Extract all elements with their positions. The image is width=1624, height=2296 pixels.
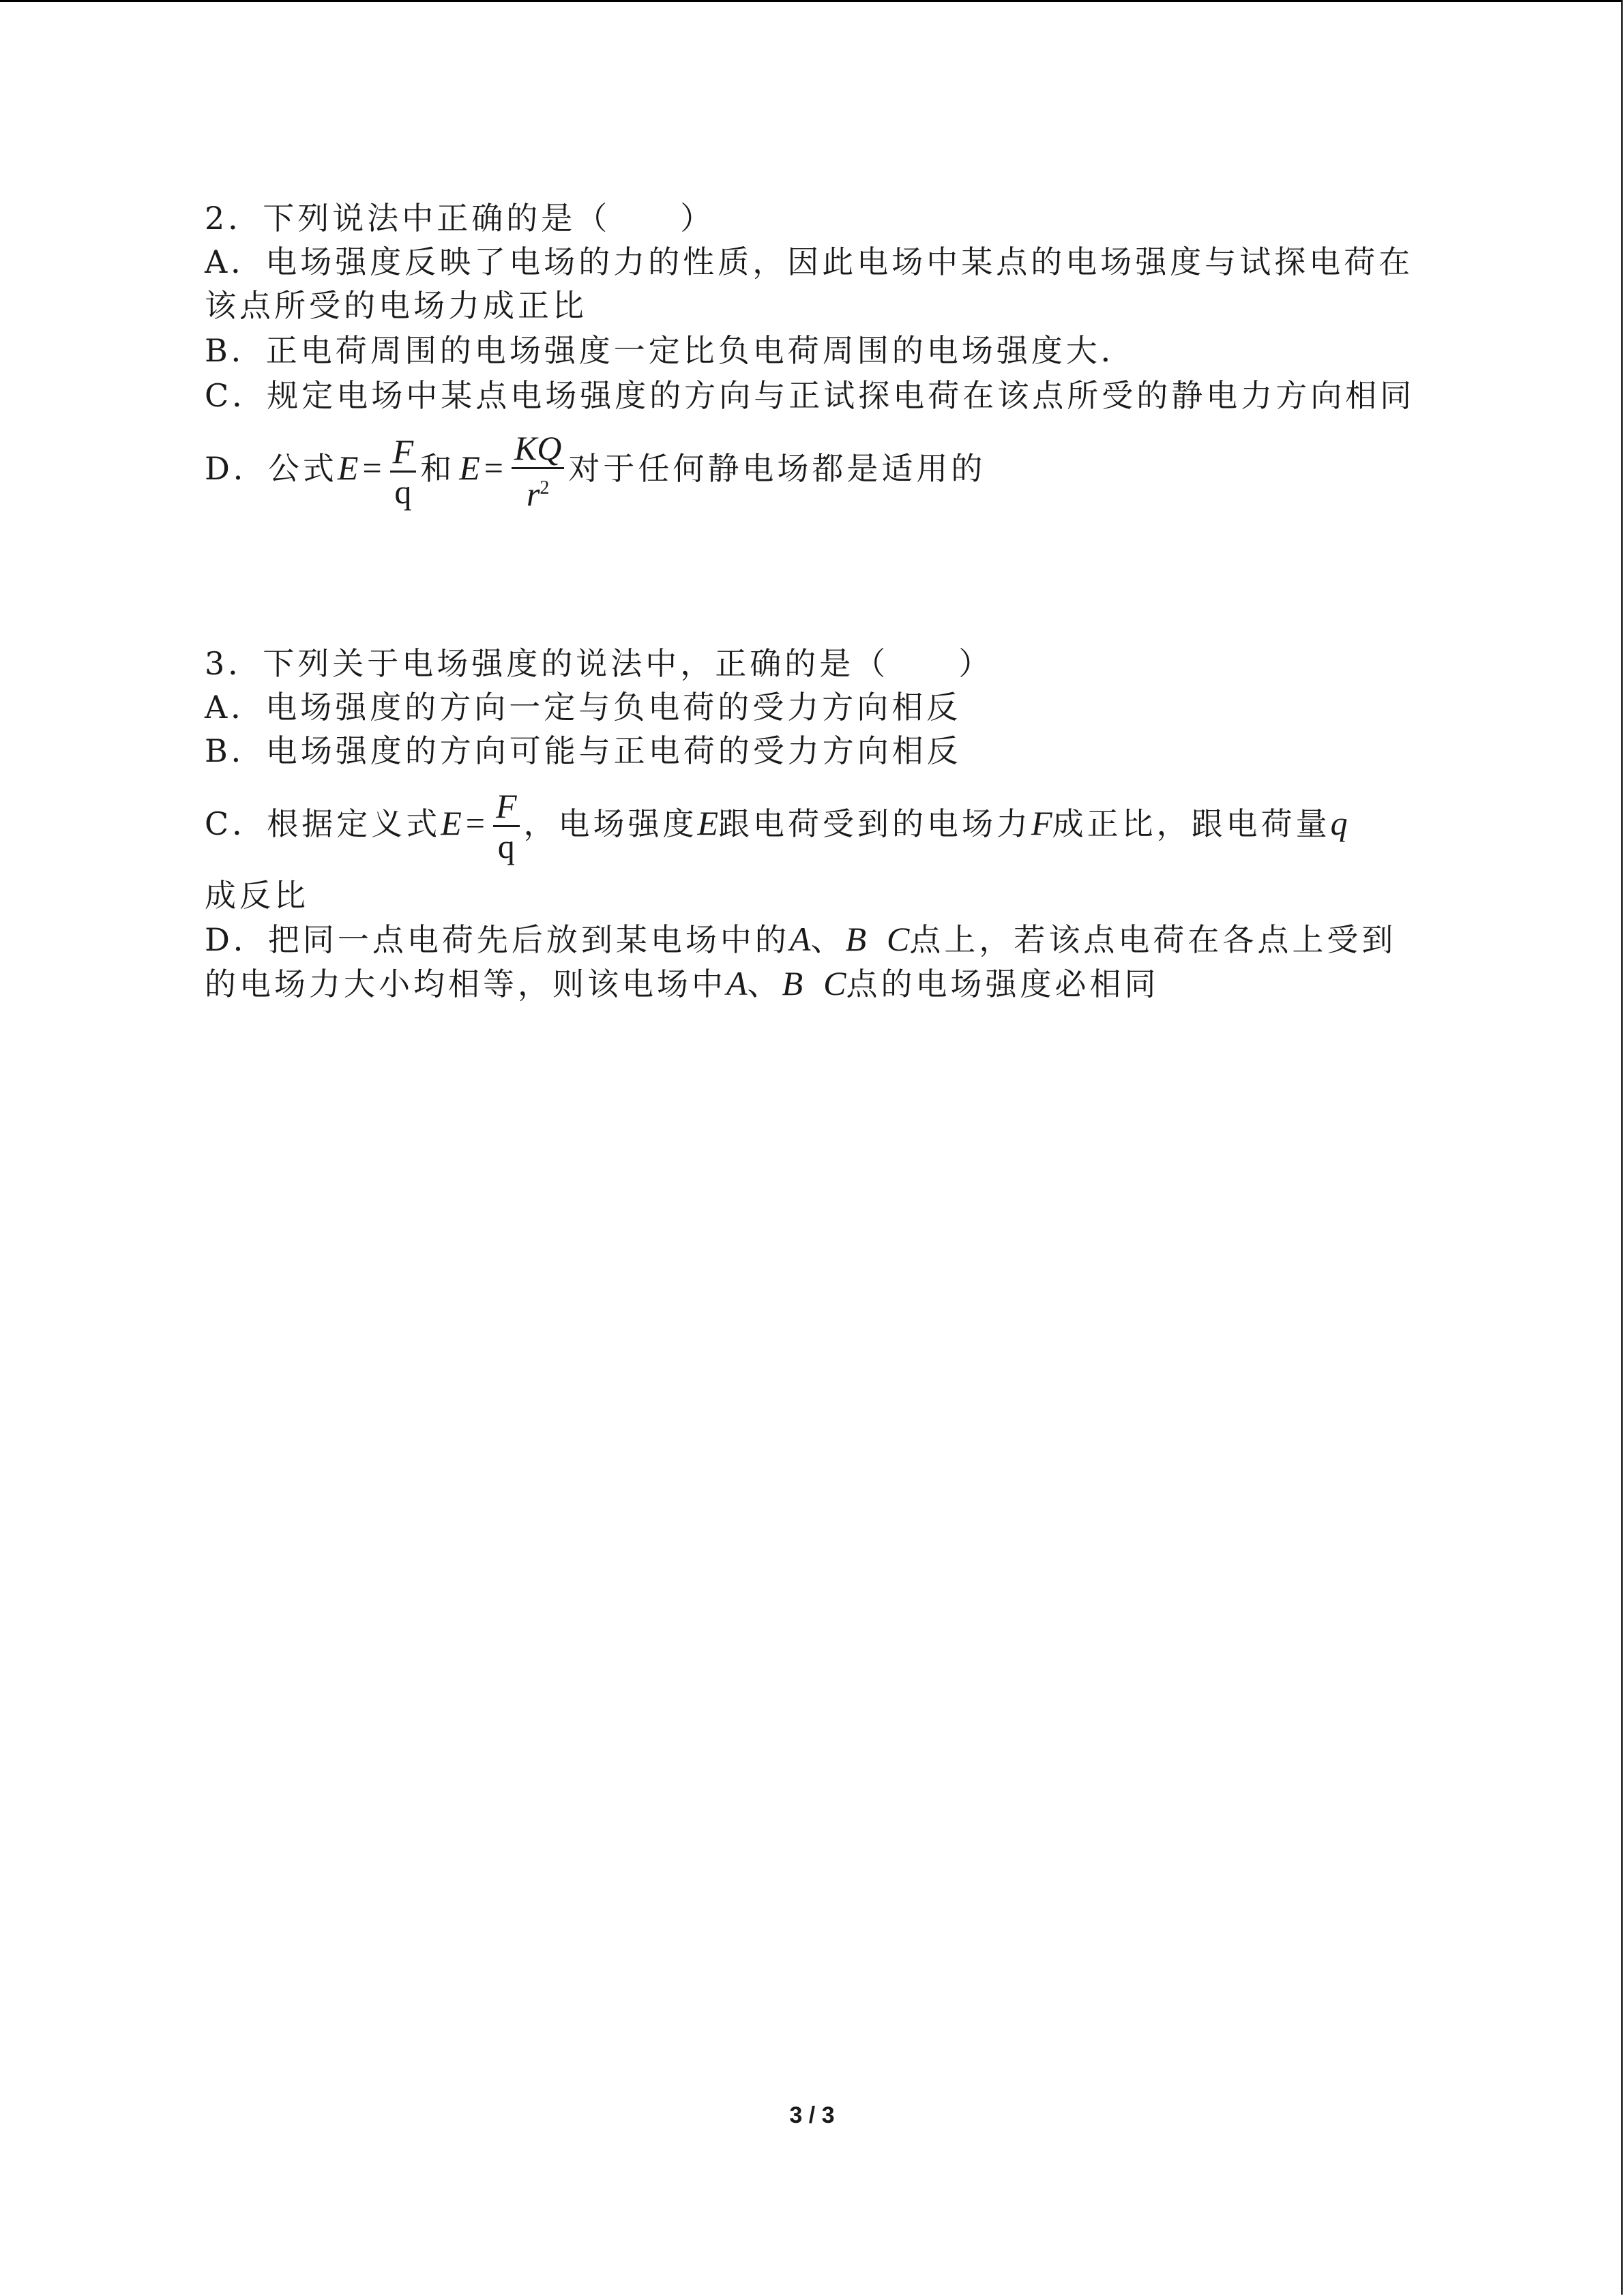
question-3-stem: 3．下列关于电场强度的说法中，正确的是（ ） [205,644,994,682]
question-3 [205,642,1480,1007]
symbol-e: E [459,449,480,487]
symbol-r: r [526,475,540,513]
conjunction-text: 和 [420,450,456,487]
question-content [205,196,1480,1006]
option-d-suffix: 点的电场强度必相同 [846,966,1160,1003]
question-2-option-a-line1: A．电场强度反映了电场的力的性质，因此电场中某点的电场强度与试探电荷在 [205,243,1414,280]
fraction-denominator: q [394,472,412,511]
option-d-suffix: 点上，若该点电荷在各点上受到 [909,921,1397,959]
option-c-text: 跟电荷受到的电场力 [718,805,1032,842]
equals-sign: = [465,803,485,842]
fraction-denominator: q [497,827,515,866]
question-2-option-d [205,427,1480,513]
option-c-prefix: C．根据定义式 [205,805,441,842]
question-2-option-a-line2: 该点所受的电场力成正比 [205,287,587,324]
fraction-numerator: F [390,432,417,473]
point-b-label: B [845,920,866,959]
option-d-suffix: 对于任何静电场都是适用的 [568,450,986,487]
symbol-e: E [697,803,719,842]
question-3-option-d-line1 [205,917,1480,961]
point-a-label: A [726,964,748,1003]
equals-sign: = [484,449,503,487]
question-3-option-c-line2: 成反比 [205,877,309,914]
question-3-option-c-line1 [205,782,1480,866]
question-3-option-d-line2 [205,961,1480,1006]
option-d-prefix: D．公式 [205,450,338,487]
point-c-label: C [823,964,846,1003]
question-2-option-b: B．正电荷周围的电场强度一定比负电荷周围的电场强度大． [205,332,1136,369]
question-3-option-b: B．电场强度的方向可能与正电荷的受力方向相反 [205,732,962,769]
symbol-q: q [1330,803,1348,842]
option-d-text: 的电场力大小均相等，则该电场中 [205,966,726,1003]
equals-sign: = [362,449,382,487]
question-2-stem: 2．下列说法中正确的是（ ） [205,200,715,237]
fraction-numerator: KQ [512,429,564,469]
option-c-text: 成正比，跟电荷量 [1052,805,1331,842]
question-2 [205,196,1480,513]
separator: 、 [810,921,846,959]
question-2-option-c: C．规定电场中某点电场强度的方向与正试探电荷在该点所受的静电力方向相同 [205,377,1415,414]
point-c-label: C [886,920,910,959]
option-c-text: ，电场强度 [523,805,698,842]
exponent: 2 [540,477,550,499]
question-3-option-a: A．电场强度的方向一定与负电荷的受力方向相反 [205,688,962,726]
symbol-e: E [337,449,359,487]
fraction-numerator: F [493,787,520,827]
separator: 、 [747,966,782,1003]
fraction-f-over-q [390,432,417,511]
fraction-kq-over-r2 [512,429,564,513]
fraction-f-over-q [493,787,520,865]
fraction-denominator [512,469,564,513]
symbol-f: F [1031,803,1052,842]
point-a-label: A [789,920,811,959]
page-number: 3 / 3 [789,2102,835,2128]
symbol-e: E [441,803,462,842]
point-b-label: B [782,964,803,1003]
option-d-prefix: D．把同一点电荷先后放到某电场中的 [205,921,790,959]
